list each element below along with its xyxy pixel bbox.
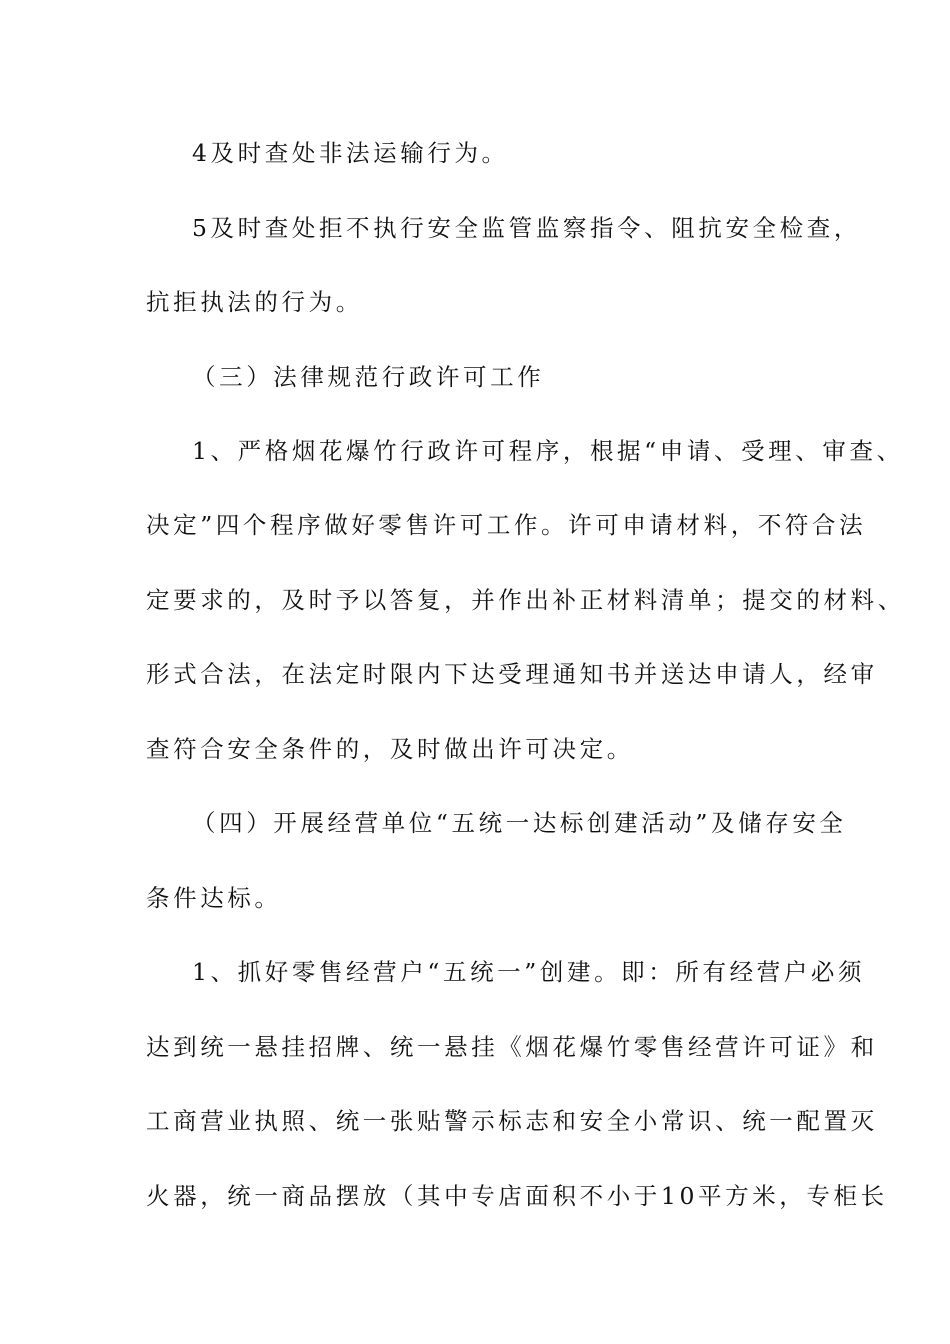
paragraph-line: 定要求的，及时予以答复，并作出补正材料清单；提交的材料、 [146,586,905,614]
paragraph-line: 达到统一悬挂招牌、统一悬挂《烟花爆竹零售经营许可证》和 [146,1033,878,1061]
paragraph-line: 抗拒执法的行为。 [146,288,363,316]
paragraph-line: 火器，统一商品摆放（其中专店面积不小于10平方米，专柜长 [146,1182,888,1210]
paragraph-line: 形式合法，在法定时限内下达受理通知书并送达申请人，经审 [146,660,878,688]
paragraph-line: 1、严格烟花爆竹行政许可程序，根据“申请、受理、审查、 [192,437,904,465]
paragraph-line: 4及时查处非法运输行为。 [192,139,509,167]
paragraph-line: 查符合安全条件的，及时做出许可决定。 [146,735,634,763]
paragraph-line: 决定”四个程序做好零售许可工作。许可申请材料，不符合法 [146,511,867,539]
paragraph-line: 工商营业执照、统一张贴警示标志和安全小常识、统一配置灭 [146,1107,878,1135]
paragraph-line: 条件达标。 [146,884,282,912]
section-heading: （四）开展经营单位“五统一达标创建活动”及储存安全 [192,809,847,837]
paragraph-line: 5及时查处拒不执行安全监管监察指令、阻抗安全检查， [192,214,861,242]
section-heading: （三）法律规范行政许可工作 [192,363,545,391]
paragraph-line: 1、抓好零售经营户“五统一”创建。即：所有经营户必须 [192,958,866,986]
